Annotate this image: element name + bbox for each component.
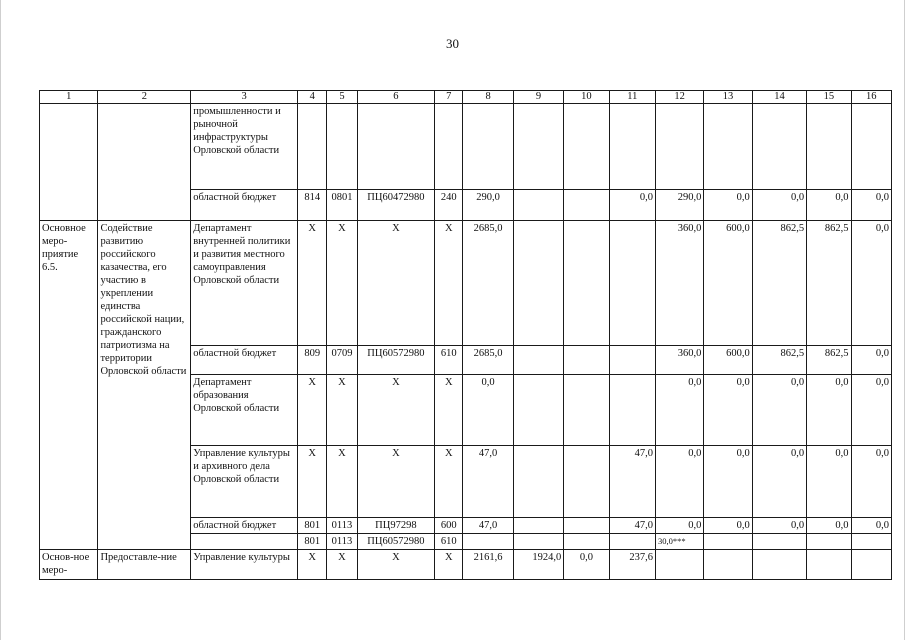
event-cell: Основное меро-приятие 6.5. [40,221,98,550]
col-header-6: 6 [357,91,435,104]
cell-c4: Х [298,221,327,346]
title-cell: Предоставле-ние [98,550,191,580]
cell-c9 [513,190,563,221]
table-row [40,550,892,580]
cell-c11 [609,375,655,446]
cell-c4: 801 [298,534,327,550]
cell-c10 [564,518,609,534]
cell-c9 [513,221,563,346]
budget-label: областной бюджет [191,346,298,375]
cell-c14: 862,5 [752,346,806,375]
cell-c8: 2685,0 [463,346,513,375]
cell-c6: ПЦ60472980 [357,190,435,221]
executor-cell: промышленности и рыночной инфраструктуры Орловской области [191,104,298,190]
col-header-12: 12 [655,91,703,104]
column-number-row [40,91,892,104]
cell-c11 [609,221,655,346]
cell-c4: 809 [298,346,327,375]
col-header-11: 11 [609,91,655,104]
cell-c4: Х [298,446,327,518]
cell-c8: 290,0 [463,190,513,221]
cell-c7: Х [435,221,463,346]
cell-c12: 0,0 [655,446,703,518]
cell-c7: 240 [435,190,463,221]
cell-c5: Х [327,446,357,518]
cell-c6: Х [357,446,435,518]
cell-c4: Х [298,550,327,580]
cell-c12: 360,0 [655,221,703,346]
cell-c15: 0,0 [807,446,851,518]
cell-c9 [513,346,563,375]
cell-c10 [564,221,609,346]
col-header-4: 4 [298,91,327,104]
cell-c5: Х [327,550,357,580]
budget-table [39,90,892,580]
cell-c10 [564,446,609,518]
cell-c11: 47,0 [609,446,655,518]
cell-c16: 0,0 [851,221,891,346]
cell-c13: 0,0 [704,375,752,446]
executor-cell: Департамент образования Орловской области [191,375,298,446]
cell-c8: 47,0 [463,446,513,518]
cell-c11: 237,6 [609,550,655,580]
cell-c7: 610 [435,534,463,550]
cell-c14 [752,550,806,580]
title-cell: Содействие развитию российского казачества, его участию в укреплении единства российской нации, гражданского патриотизма на территории Орловской области [98,221,191,550]
cell-c10: 0,0 [564,550,609,580]
cell-c7: Х [435,446,463,518]
cell-c9 [513,446,563,518]
cell-c10 [564,190,609,221]
cell-c6: ПЦ60572980 [357,346,435,375]
cell-c5: Х [327,375,357,446]
cell-c13: 600,0 [704,346,752,375]
executor-cell: Департамент внутренней политики и развития местного самоуправления Орловской области [191,221,298,346]
col-header-9: 9 [513,91,563,104]
cell-c6: ПЦ60572980 [357,534,435,550]
col-header-16: 16 [851,91,891,104]
cell-c14: 0,0 [752,190,806,221]
cell-c15: 0,0 [807,190,851,221]
cell-c7: Х [435,375,463,446]
cell-c7: 610 [435,346,463,375]
cell-c14: 0,0 [752,518,806,534]
cell-c12: 290,0 [655,190,703,221]
cell-c6: Х [357,221,435,346]
cell-c10 [564,375,609,446]
col-header-5: 5 [327,91,357,104]
cell-c10 [564,346,609,375]
cell-c6: ПЦ97298 [357,518,435,534]
cell-c4: Х [298,375,327,446]
cell-c6: Х [357,375,435,446]
cell-c16: 0,0 [851,446,891,518]
executor-cell: Управление культуры и архивного дела Орловской области [191,446,298,518]
page-number: 30 [446,36,459,51]
cell-c5: Х [327,221,357,346]
cell-c15 [807,550,851,580]
cell-c5: 0113 [327,518,357,534]
budget-label: областной бюджет [191,190,298,221]
cell-c12: 0,0 [655,518,703,534]
cell-c13: 600,0 [704,221,752,346]
cell-c12: 360,0 [655,346,703,375]
cell-c7: Х [435,550,463,580]
event-cell: Основ-ное меро- [40,550,98,580]
cell-c16: 0,0 [851,346,891,375]
col-header-8: 8 [463,91,513,104]
cell-c14: 0,0 [752,446,806,518]
event-cell [40,104,98,221]
cell-c13: 0,0 [704,446,752,518]
cell-c5: 0709 [327,346,357,375]
col-header-14: 14 [752,91,806,104]
executor-cell: Управление культуры [191,550,298,580]
cell-c14: 862,5 [752,221,806,346]
cell-c11: 47,0 [609,518,655,534]
col-header-10: 10 [564,91,609,104]
cell-c12: 30,0*** [655,534,703,550]
cell-c8: 2161,6 [463,550,513,580]
cell-c5: 0113 [327,534,357,550]
col-header-1: 1 [40,91,98,104]
cell-c5: 0801 [327,190,357,221]
cell-c9: 1924,0 [513,550,563,580]
cell-c12: 0,0 [655,375,703,446]
cell-c16 [851,550,891,580]
cell-c11 [609,346,655,375]
cell-c8: 2685,0 [463,221,513,346]
col-header-3: 3 [191,91,298,104]
page-edge-left [0,0,1,640]
cell-c16: 0,0 [851,375,891,446]
col-header-2: 2 [98,91,191,104]
cell-c8: 0,0 [463,375,513,446]
table-row [40,104,892,190]
col-header-15: 15 [807,91,851,104]
cell-c6: Х [357,550,435,580]
cell-c9 [513,375,563,446]
cell-c14: 0,0 [752,375,806,446]
col-header-13: 13 [704,91,752,104]
cell-c16: 0,0 [851,518,891,534]
cell-c4: 801 [298,518,327,534]
cell-c15: 862,5 [807,221,851,346]
cell-c15: 862,5 [807,346,851,375]
cell-c4: 814 [298,190,327,221]
cell-c8: 47,0 [463,518,513,534]
budget-label: областной бюджет [191,518,298,534]
cell-c7: 600 [435,518,463,534]
cell-c13: 0,0 [704,190,752,221]
cell-c13 [704,550,752,580]
title-cell [98,104,191,221]
cell-c11: 0,0 [609,190,655,221]
cell-c13: 0,0 [704,518,752,534]
cell-c16: 0,0 [851,190,891,221]
cell-c9 [513,518,563,534]
table-row [40,221,892,346]
col-header-7: 7 [435,91,463,104]
cell-c15: 0,0 [807,518,851,534]
cell-c15: 0,0 [807,375,851,446]
cell-c12 [655,550,703,580]
